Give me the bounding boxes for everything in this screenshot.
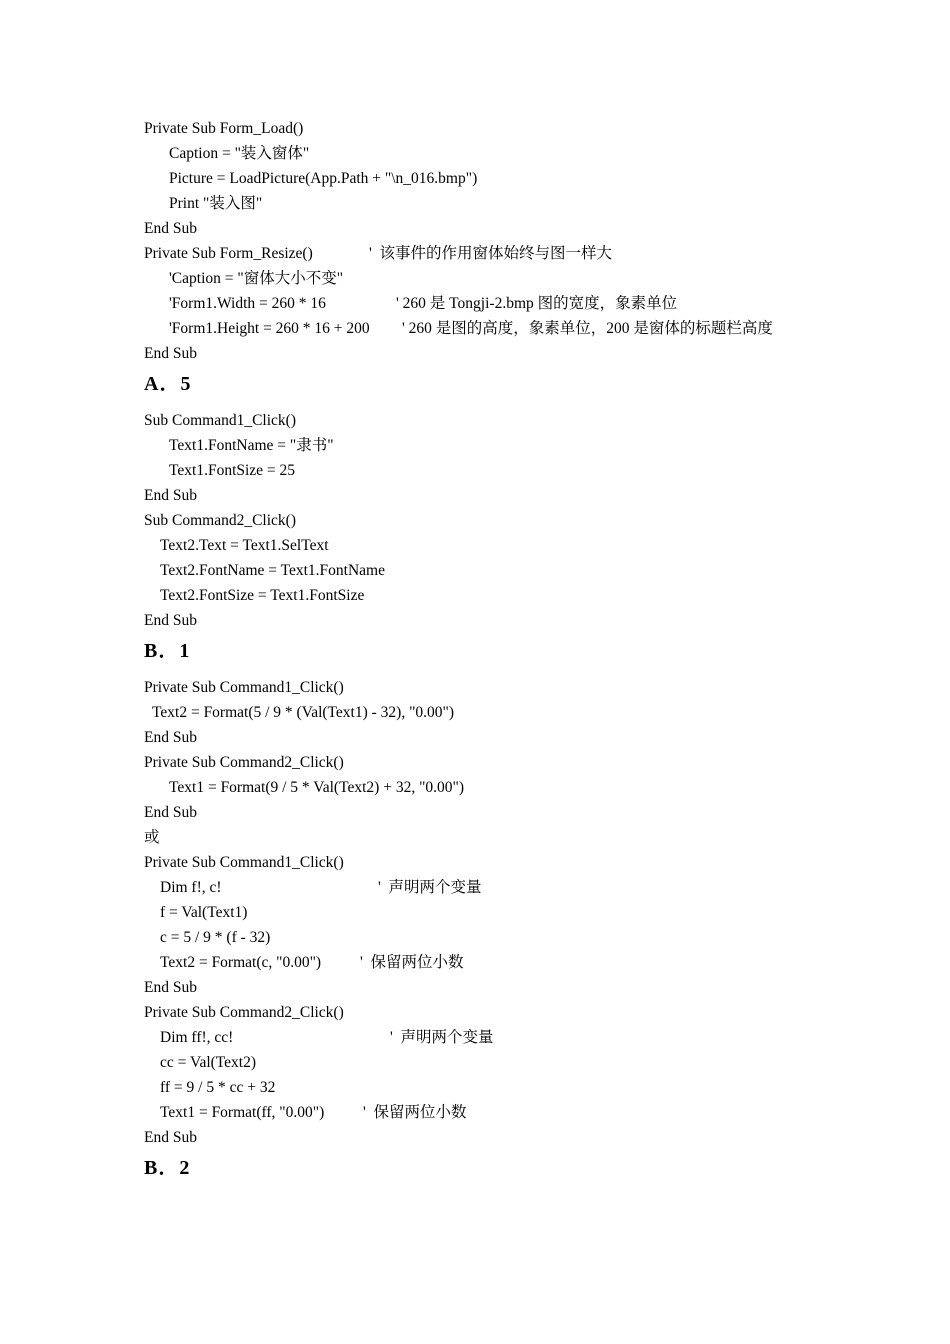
code-line — [144, 583, 924, 608]
code-line — [144, 1000, 924, 1025]
code-text: f = Val(Text1) — [160, 904, 248, 921]
code-text: Caption = "装入窗体" — [169, 145, 310, 162]
code-line — [144, 725, 924, 750]
code-line — [144, 900, 924, 925]
code-line — [144, 850, 924, 875]
code-text: Text1 = Format(ff, "0.00") — [160, 1104, 325, 1121]
code-line — [144, 1050, 924, 1075]
code-text: Sub Command1_Click() — [144, 412, 296, 429]
code-line — [144, 1075, 924, 1100]
code-line — [144, 141, 924, 166]
code-line — [144, 950, 924, 975]
code-line — [144, 608, 924, 633]
code-text: Private Sub Command1_Click() — [144, 854, 344, 871]
answer-heading: B．1 — [144, 640, 191, 662]
code-text: End Sub — [144, 487, 197, 504]
code-line — [144, 875, 924, 900]
code-text: 'Form1.Height = 260 * 16 + 200 — [169, 320, 370, 337]
code-text: Text1 = Format(9 / 5 * Val(Text2) + 32, "0.00") — [169, 779, 465, 796]
code-text: 'Form1.Width = 260 * 16 — [169, 295, 326, 312]
code-comment: ' 声明两个变量 — [378, 879, 482, 896]
code-comment: ' 声明两个变量 — [390, 1029, 494, 1046]
code-line — [144, 508, 924, 533]
code-line — [144, 166, 924, 191]
code-comment: ' 260 是 Tongji-2.bmp 图的宽度，象素单位 — [396, 295, 678, 312]
code-text: End Sub — [144, 345, 197, 362]
code-line — [144, 800, 924, 825]
code-text: Text2.Text = Text1.SelText — [160, 537, 329, 554]
code-text: Text2 = Format(c, "0.00") — [160, 954, 322, 971]
code-text: End Sub — [144, 804, 197, 821]
document-page — [144, 116, 924, 1192]
code-line — [144, 1100, 924, 1125]
code-line — [144, 291, 924, 316]
answer-heading: B．2 — [144, 1157, 191, 1179]
code-text: End Sub — [144, 729, 197, 746]
code-text: Private Sub Command1_Click() — [144, 679, 344, 696]
code-line — [144, 558, 924, 583]
code-comment: ' 保留两位小数 — [360, 954, 464, 971]
code-line — [144, 1025, 924, 1050]
code-text: cc = Val(Text2) — [160, 1054, 257, 1071]
code-line — [144, 975, 924, 1000]
code-section — [144, 675, 924, 1192]
code-text: Private Sub Command2_Click() — [144, 754, 344, 771]
code-line — [144, 433, 924, 458]
code-text: End Sub — [144, 220, 197, 237]
code-text: Dim f!, c! — [160, 879, 222, 896]
code-comment: ' 保留两位小数 — [363, 1104, 467, 1121]
code-text: Text2.FontName = Text1.FontName — [160, 562, 385, 579]
code-text: Text2 = Format(5 / 9 * (Val(Text1) - 32), "0.00") — [152, 704, 455, 721]
code-text: Text1.FontName = "隶书" — [169, 437, 334, 454]
code-line — [144, 191, 924, 216]
code-text: Private Sub Form_Load() — [144, 120, 304, 137]
code-text: Sub Command2_Click() — [144, 512, 296, 529]
code-comment: ' 260 是图的高度，象素单位，200 是窗体的标题栏高度 — [402, 320, 773, 337]
code-line — [144, 775, 924, 800]
code-line — [144, 116, 924, 141]
code-section — [144, 408, 924, 675]
code-line — [144, 925, 924, 950]
code-line — [144, 750, 924, 775]
code-line — [144, 316, 924, 341]
code-line — [144, 216, 924, 241]
code-line — [144, 241, 924, 266]
code-line — [144, 675, 924, 700]
code-line — [144, 341, 924, 366]
code-text: 'Caption = "窗体大小不变" — [169, 270, 344, 287]
code-line — [144, 700, 924, 725]
code-text: Text1.FontSize = 25 — [169, 462, 296, 479]
code-line — [144, 408, 924, 433]
code-text: End Sub — [144, 979, 197, 996]
code-section — [144, 116, 924, 408]
code-text: Print "装入图" — [169, 195, 263, 212]
code-line — [144, 1125, 924, 1150]
code-line — [144, 825, 924, 850]
code-text: 或 — [144, 829, 160, 846]
code-text: End Sub — [144, 1129, 197, 1146]
code-line — [144, 266, 924, 291]
code-text: Private Sub Form_Resize() — [144, 245, 313, 262]
answer-heading: A．5 — [144, 373, 192, 395]
code-line — [144, 483, 924, 508]
code-comment: ' 该事件的作用窗体始终与图一样大 — [369, 245, 613, 262]
code-text: ff = 9 / 5 * cc + 32 — [160, 1079, 276, 1096]
code-text: c = 5 / 9 * (f - 32) — [160, 929, 271, 946]
code-text: Dim ff!, cc! — [160, 1029, 234, 1046]
code-text: End Sub — [144, 612, 197, 629]
code-text: Picture = LoadPicture(App.Path + "\n_016.bmp") — [169, 170, 478, 187]
code-text: Private Sub Command2_Click() — [144, 1004, 344, 1021]
code-text: Text2.FontSize = Text1.FontSize — [160, 587, 365, 604]
code-line — [144, 533, 924, 558]
code-line — [144, 458, 924, 483]
